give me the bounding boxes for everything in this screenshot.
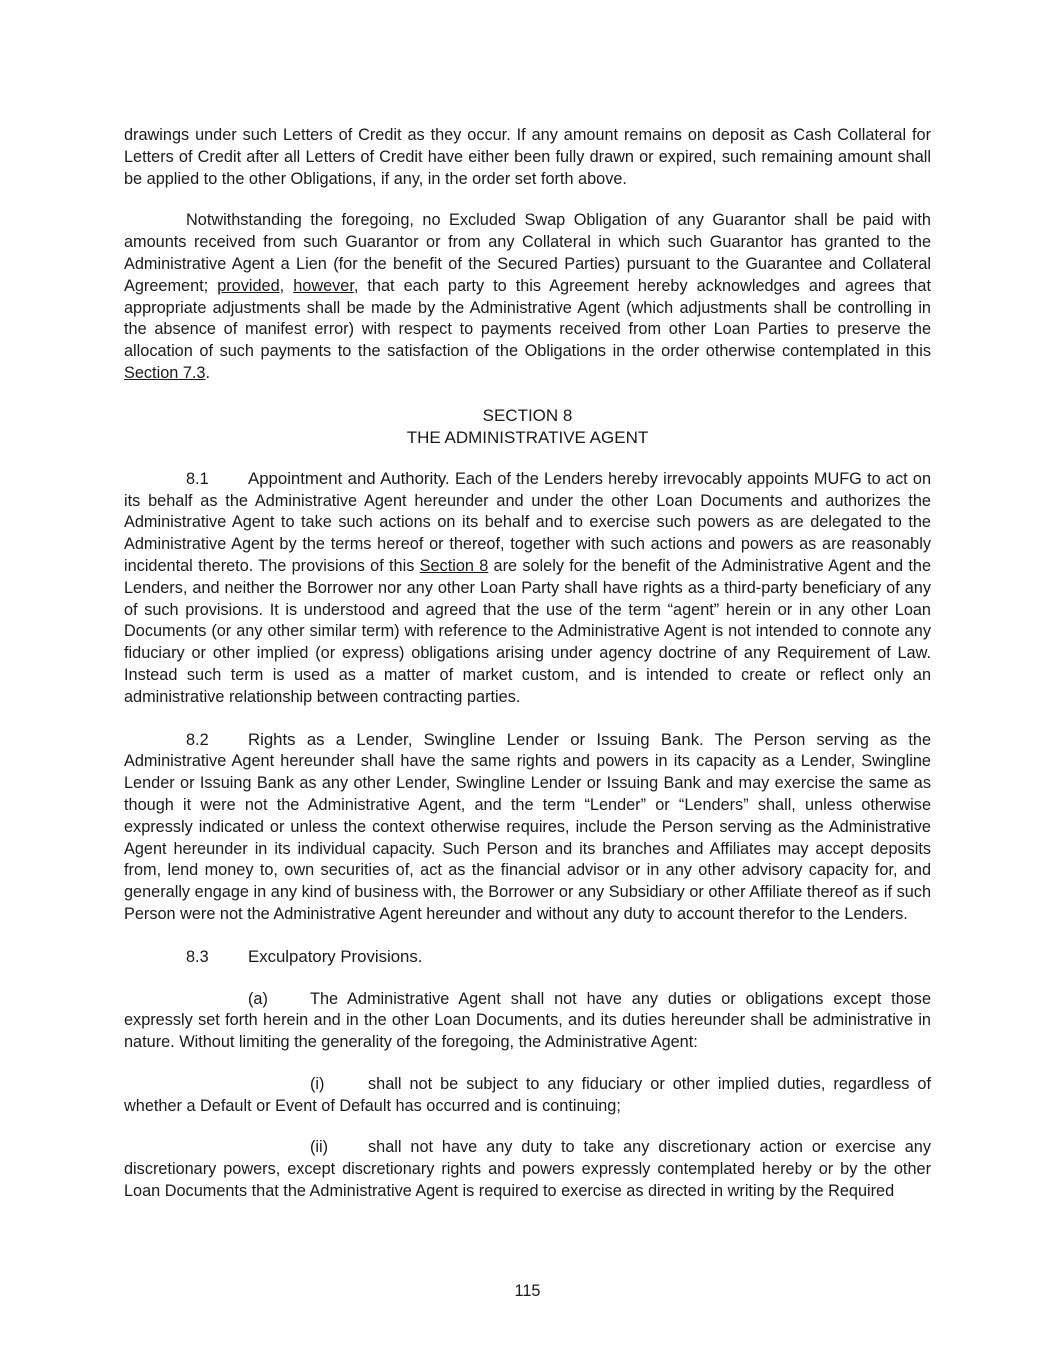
section-8-reference: Section 8 xyxy=(419,556,489,575)
paragraph-text: are solely for the benefit of the Administrative Agent and the Lenders, and neither the Borrower nor any other Loan Party shall have rights as a third-party beneficiary of any of such provisions. It is understood and agreed that the use of the term “agent” herein or in any other Loan Documents (or any other similar term) with reference to the Administrative Agent is not intended to connote any fiduciary or other implied (or express) obligations arising under agency doctrine of any Requirement of Law. Instead such term is used as a matter of market custom, and is intended to create or reflect only an administrative relationship between contracting parties. xyxy=(124,556,931,706)
section-8-2-number: 8.2 xyxy=(186,730,209,749)
period-text: . xyxy=(205,363,210,382)
section-8-3-caption: Exculpatory Provisions. xyxy=(248,946,423,966)
provided-term: provided xyxy=(217,276,280,295)
clause-i-label: (i) xyxy=(310,1074,325,1093)
clause-ii-label: (ii) xyxy=(310,1138,329,1157)
paragraph-excluded-swap xyxy=(124,210,931,384)
paragraph-text: shall not have any duty to take any discretionary action or exercise any discretionary powers, except discretionary rights and powers expressly contemplated hereby or by the other Loan Documents that the Administrative Agent is required to exercise as directed in writing by the Required xyxy=(124,1138,931,1201)
section-7-3-reference: Section 7.3 xyxy=(124,363,206,382)
paragraph-text: Each of the Lenders hereby irrevocably appoints MUFG to act on its behalf as the Administrative Agent hereunder and under the other Loan Documents and authorizes the Administrative Agent to take such actions on its behalf and to exercise such powers as are delegated to the Administrative Agent by the terms hereof or thereof, together with such actions and powers as are reasonably incidental thereto. The provisions of this xyxy=(124,469,932,575)
clause-a-paragraph xyxy=(124,989,931,1054)
section-number-heading: SECTION 8 xyxy=(482,405,573,425)
paragraph-text: Notwithstanding the foregoing, no Excluded Swap Obligation of any Guarantor shall be paid with amounts received from such Guarantor or from any Collateral in which such Guarantor has granted to the Administrative Agent a Lien (for the benefit of the Secured Parties) pursuant to the Guarantee and Collateral Agreement; xyxy=(124,211,931,295)
section-8-1-paragraph xyxy=(124,468,931,709)
clause-i-paragraph xyxy=(124,1074,931,1118)
clause-ii-paragraph xyxy=(124,1137,931,1202)
paragraph-text: , that each party to this Agreement hereby acknowledges and agrees that appropriate adjustments shall be made by the Administrative Agent (which adjustments shall be controlling in the absence of manifest error) with respect to payments received from other Loan Parties to preserve the allocation of such payments to the satisfaction of the Obligations in the order otherwise contemplated in this xyxy=(124,276,931,361)
section-8-3-number: 8.3 xyxy=(186,947,209,966)
section-8-heading xyxy=(124,405,931,449)
section-8-2-caption: Rights as a Lender, Swingline Lender or Issuing Bank. xyxy=(248,729,704,749)
paragraph-text: The Administrative Agent shall not have any duties or obligations except those expressly set forth herein and in the other Loan Documents, and its duties hereunder shall be administrative in nature. Without limiting the generality of the foregoing, the Administrative Agent: xyxy=(124,989,931,1052)
however-term: however xyxy=(293,276,354,295)
document-body xyxy=(124,125,931,1223)
clause-a-label: (a) xyxy=(248,989,268,1008)
paragraph-text: shall not be subject to any fiduciary or other implied duties, regardless of whether a Default or Event of Default has occurred and is continuing; xyxy=(124,1074,931,1115)
section-8-3-heading xyxy=(124,946,931,969)
paragraph-text: The Person serving as the Administrative Agent hereunder shall have the same rights and powers in its capacity as a Lender, Swingline Lender or Issuing Bank as any other Lender, Swingline Lender or Issuing Bank and may exercise the same as though it were not the Administrative Agent, and the term “Lender” or “Lenders” shall, unless otherwise expressly indicated or unless the context otherwise requires, include the Person serving as the Administrative Agent hereunder in its individual capacity. Such Person and its branches and Affiliates may accept deposits from, lend money to, own securities of, act as the financial advisor or in any other advisory capacity for, and generally engage in any kind of business with, the Borrower or any Subsidiary or other Affiliate thereof as if such Person were not the Administrative Agent hereunder and without any duty to account therefor to the Lenders. xyxy=(124,730,931,923)
comma-text: , xyxy=(279,276,294,295)
section-8-1-number: 8.1 xyxy=(186,469,209,488)
page-number: 115 xyxy=(514,1282,541,1300)
paragraph-cash-collateral xyxy=(124,125,931,190)
section-8-2-paragraph xyxy=(124,729,931,926)
paragraph-text: drawings under such Letters of Credit as they occur. If any amount remains on deposit as Cash Collateral for Letters of Credit after all Letters of Credit have either been fully drawn or expired, such remaining amount shall be applied to the other Obligations, if any, in the order set forth above. xyxy=(124,126,931,188)
section-title-heading: THE ADMINISTRATIVE AGENT xyxy=(406,427,649,447)
section-8-1-caption: Appointment and Authority. xyxy=(248,468,450,488)
